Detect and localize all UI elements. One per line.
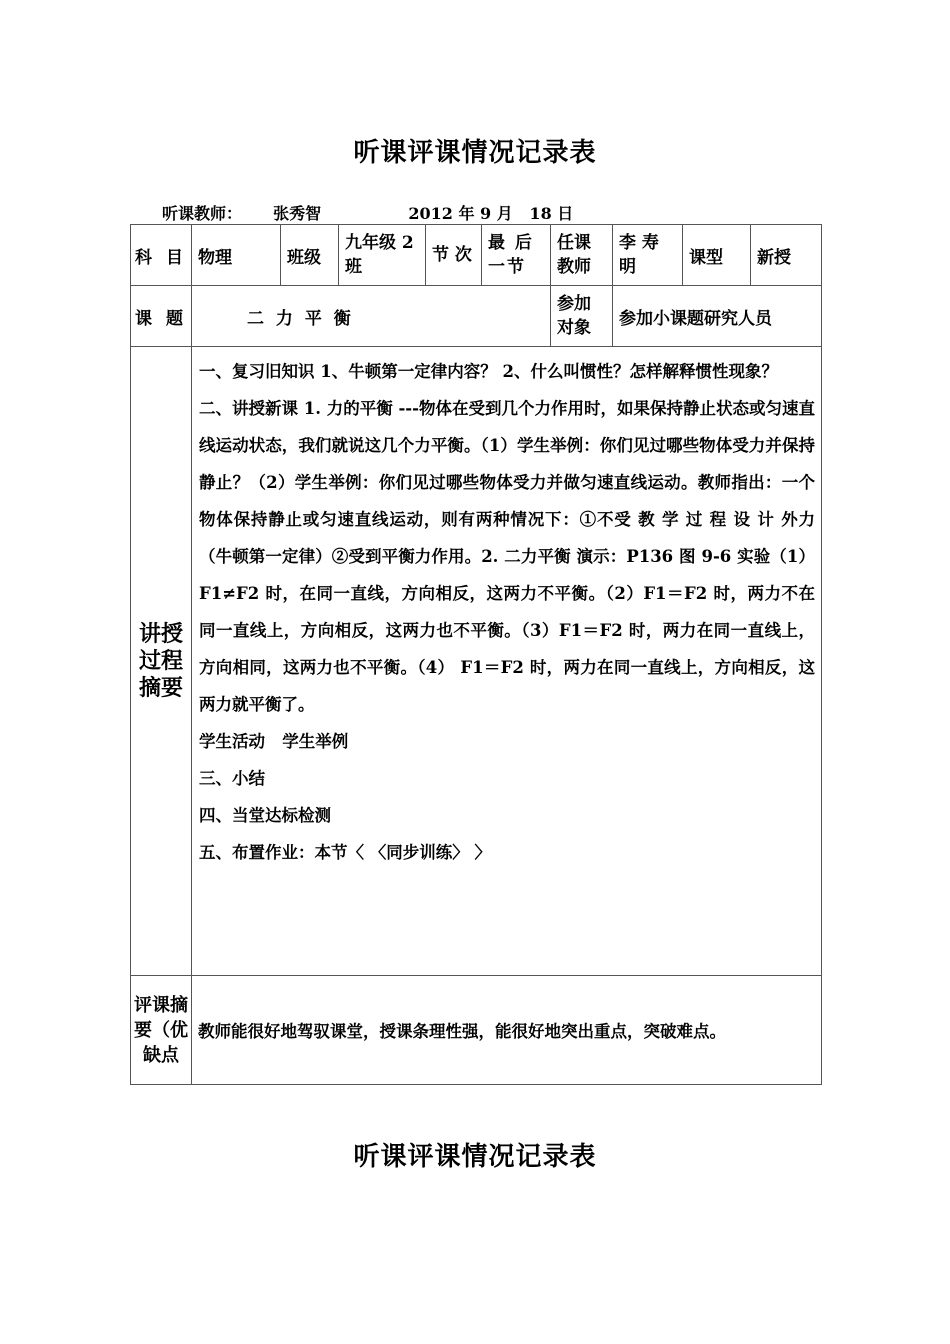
evaluation-row bbox=[131, 976, 822, 1085]
test-item: 四、当堂达标检测 bbox=[199, 806, 331, 825]
topic-value: 二 力 平 衡 bbox=[192, 286, 551, 347]
process-row bbox=[131, 347, 822, 976]
subject-label: 科 目 bbox=[131, 225, 192, 286]
next-page-title: 听课评课情况记录表 bbox=[353, 1142, 597, 1172]
subject-value: 物理 bbox=[192, 225, 281, 286]
summary-item: 三、小结 bbox=[199, 769, 265, 788]
record-date: 2012 年 9 月 18 日 bbox=[408, 204, 574, 223]
topic-label: 课 题 bbox=[131, 286, 192, 347]
new-lesson-paragraph: 二、讲授新课 1. 力的平衡 ---物体在受到几个力作用时，如果保持静止状态或匀速直线运动状态，我们就说这几个力平衡。（1）学生举例：你们见过哪些物体受力并保持静止？（2）学生举例：你们见过哪些物体受力并做匀速直线运动。教师指出：一个物体保持静止或匀速直线运动，则有两种情况下：①不受 教 学 过 程 设 计 外力（牛顿第一定律）②受到平衡力作用。2. 二力平衡 演示：P136 图 9-6 实验（1）F1≠F2 时，在同一直线，方向相反，这两力不平衡。（2）F1＝F2 时，两力不在同一直线上，方向相反，这两力也不平衡。（3）F1＝F2 时，两力在同一直线上，方向相同，这两力也不平衡。（4） F1＝F2 时，两力在同一直线上，方向相反，这两力就平衡了。 bbox=[199, 399, 816, 714]
attendees-value: 参加小课题研究人员 bbox=[613, 286, 822, 347]
lesson-type-label: 课型 bbox=[683, 225, 751, 286]
page-title: 听课评课情况记录表 bbox=[353, 138, 597, 168]
course-teacher-value: 李 寿 明 bbox=[613, 225, 683, 286]
period-label: 节 次 bbox=[426, 225, 482, 286]
observer-name: 张秀智 bbox=[273, 204, 322, 223]
topic-row bbox=[131, 286, 822, 347]
evaluation-label: 评课摘要（优缺点 bbox=[131, 976, 192, 1085]
class-value: 九年级 2 班 bbox=[339, 225, 426, 286]
evaluation-text: 教师能很好地驾驭课堂，授课条理性强，能很好地突出重点，突破难点。 bbox=[192, 976, 822, 1085]
class-label: 班级 bbox=[281, 225, 339, 286]
course-teacher-label: 任课教师 bbox=[551, 225, 613, 286]
homework-item: 五、布置作业：本节〈 〈同步训练〉 〉 bbox=[199, 843, 491, 862]
observer-label: 听课教师： bbox=[162, 204, 243, 223]
info-row bbox=[131, 225, 822, 286]
attendees-label: 参加对象 bbox=[551, 286, 613, 347]
process-content bbox=[192, 347, 822, 976]
record-table bbox=[130, 224, 822, 1085]
student-activity: 学生活动 学生举例 bbox=[199, 732, 349, 751]
period-value: 最 后 一节 bbox=[482, 225, 551, 286]
record-meta bbox=[162, 201, 573, 224]
review-paragraph: 一、复习旧知识 1、牛顿第一定律内容？ 2、什么叫惯性？怎样解释惯性现象？ bbox=[199, 362, 778, 381]
lesson-type-value: 新授 bbox=[751, 225, 822, 286]
process-label: 讲授过程摘要 bbox=[131, 347, 192, 976]
